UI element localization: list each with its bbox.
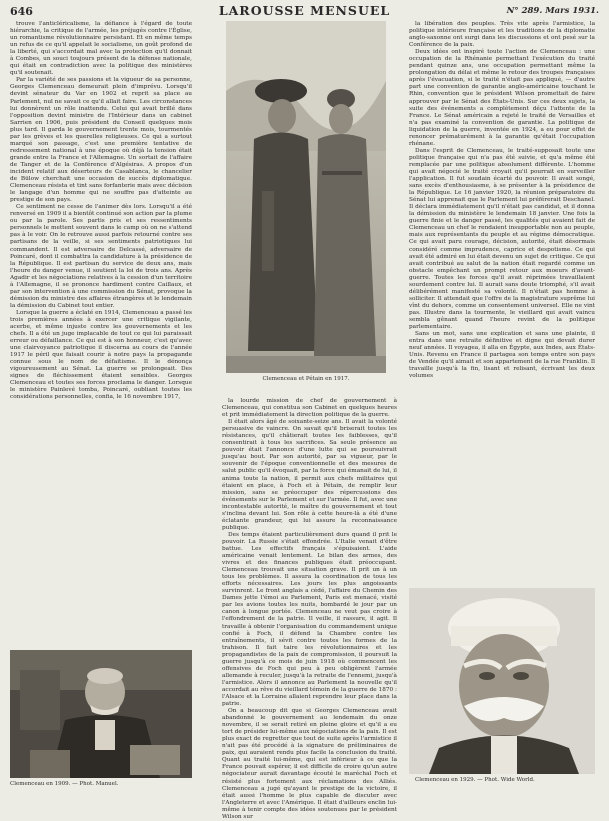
- paragraph: On a beaucoup dit que si Georges Clemenceau avait abandonné le gouvernement au lendemain du onze novembre, il se serait retiré en pleine gloire et qu'il a eu tort de présider lui-même aux négociations de la paix. Il est plus exact de regretter que tout de suite après l'armistice il n'ait pas été procédé à la signature de préliminaires de paix, qui auraient rendu plus facile la conclusion du traité. Quant au traité lui-même, qui est inférieur à ce que la France pouvait espérer, il est difficile de croire qu'un autre négociateur aurait davantage écouté le maréchal Foch et résisté plus fortement aux réclamations des Alliés. Clemenceau a jugé qu'ayant le prestige de la victoire, il était aussi l'homme le plus capable de discuter avec l'Angleterre et avec l'Amérique. Il était d'ailleurs enclin lui-même à tenir compte des idées soutenues par le président Wilson sur: [222, 708, 397, 820]
- text-column-center: [222, 398, 397, 820]
- photo-clemenceau-1909: [10, 650, 192, 778]
- paragraph: Lorsque la guerre a éclaté en 1914, Clemenceau a passé les trois premières années à exercer une critique vigilante, acerbe, et même injuste contre les gouvernements et les chefs. Il a été un juge implacable de tout ce qui lui paraissait erreur ou défaillance. Ce qui est à son honneur, c'est qu'avec une clairvoyance patriotique il discerna au cours de l'année 1917 le péril que faisait courir à notre pays la propagande connue sous le nom de défaitisme. Il le dénonça vigoureusement au Sénat. La guerre se prolongeait. Des signes de fléchissement étaient sensibles. Georges Clemenceau et toutes ses forces proclama le danger. Lorsque le ministère Painlevé tomba, Poincaré, oubliant toutes les considérations personnelles, confia, le 16 novembre 1917,: [10, 309, 192, 401]
- paragraph: Des temps étaient particulièrement durs quand il prit le pouvoir. La Russie s'était effondrée. L'Italie venait d'être battue. Les effectifs français s'épuisaient. L'aide américaine venait lentement. Le bilan des armes, des vivres et des finances publiques était préoccupant. Clemenceau trouvait une situation grave. Il prit un à un tous les problèmes. Il assura la coordination de tous les efforts nécessaires. Les jours les plus angoissants survinrent. Le front anglais a cédé, l'affaire du Chemin des Dames jette l'émoi au Parlement, Paris est menacé, visité par les avions toutes les nuits, bombardé le jour par un canon à longue portée. Clemenceau ne veut pas croire à l'effondrement de la patrie. Il veille, il rassure, il agit. Il travaille à obtenir l'organisation du commandement unique confié à Foch, il défend la Chambre contre les entraînements, il sévit contre toutes les formes de la trahison. Il fait taire les révolutionnaires et les propagandistes de la paix de compromission, il poursuit la guerre jusqu'à ce mois de juin 1918 où commencent les offensives de Foch qui peu à peu obligèrent l'armée allemande à reculer, jusqu'à la retraite de l'ennemi, jusqu'à l'armistice. Alors il annonce au Parlement la nouvelle qu'il accordait au rêve du vieillard témoin de la guerre de 1870 : l'Alsace et la Lorraine allaient reprendre leur place dans la patrie.: [222, 531, 397, 708]
- text-column-right: [409, 21, 595, 586]
- photo-illustration: [226, 21, 386, 373]
- page-title: LAROUSSE MENSUEL: [218, 3, 391, 18]
- paragraph: Par la variété de ses passions et la vigueur de sa personne, Georges Clemenceau demeurait plein d'imprévu. Lorsqu'il devint sénateur du Var en 1902 et reprit sa place au Parlement, nul ne savait ce qu'il allait faire. Les circonstances lui donnèrent un rôle inattendu. Celui qui avait brillé dans l'opposition devint ministre de l'Intérieur dans un cabinet Sarrien en 1906, puis président du Conseil quelques mois plus tard. Il garda le gouvernement trente mois, tourmentés par les grèves et les querelles religieuses. Ce qui a surtout marqué son passage, c'est une première tentative de redressement national à une époque où déjà la tension était grande entre la France et l'Allemagne. Un sortait de l'affaire de Tanger et de la Conférence d'Algésiras. A propos d'un incident relatif aux déserteurs de Casablanca, le chancelier de Bülow cherchait une occasion de succès diplomatique. Clemenceau résista et tint sans forfanterie mais avec décision le langage d'un homme qui ne souffre pas d'atteinte au prestige de son pays.: [10, 77, 192, 204]
- caption-clemenceau-1929: Clemenceau en 1929. — Phot. Wide World.: [415, 777, 535, 783]
- paragraph: Deux idées ont inspiré toute l'action de Clemenceau : une occupation de la Rhénanie permettant l'exécution du traité pendant quinze ans, une occupation permettant même la prolongation du délai et même le retour des troupes françaises après l'évacuation, si le traité n'était pas appliqué, — d'autre part une convention de garantie anglo-américaine touchant le Rhin, convention que le président Wilson promettait de faire approuver par le Sénat des États-Unis. Sur ces deux sujets, la suite des événements a complètement déçu l'attente de la France. Le Sénat américain a rejeté le traité de Versailles et n'a pas examiné la convention de garantie. La politique de liquidation de la guerre, inventée en 1924, a eu pour effet de renoncer prématurément à la garantie qu'était l'occupation rhénane.: [409, 49, 595, 147]
- text-column-left: [10, 21, 192, 647]
- paragraph: Dans l'esprit de Clemenceau, le traité-supposait toute une politique française qui n'a pas été suivie, et qu'a même été remplacée par une politique absolument différente. L'homme qui avait négocié le traité croyait qu'il pourrait en surveiller l'application. Il fut soudain écarté du pouvoir. Il avait songé, sans excès d'enthousiasme, à se présenter à la présidence de la République. Le 16 janvier 1920, la réunion préparatoire du Sénat lui apprenait que le Parlement lui préférerait Deschanel. Il déclara immédiatement qu'il n'était pas candidat, et il donna la démission du ministère le lendemain 18 janvier. Une fois la guerre finie et le danger passé, les qualités qui avaient fait de Clemenceau un chef le rendaient insupportable non au peuple, mais aux représentants du peuple et au régime démocratique. Ce qui avait paru courage, décision, autorité, était désormais considéré comme imprudence, caprice et despotisme. Ce qui avait été admiré en lui était devenu un sujet de critique. Ce qui avait contribué au salut de la nation était regardé comme un obstacle empêchant un prompt retour aux moeurs d'avant-guerre. Toutes les forces qu'il avait réprimées travaillaient sourdement contre lui. Il aurait sans doute triomphé, s'il avait délibérément manifesté sa volonté. Il n'était pas homme à solliciter. Il attendait que l'offre de la magistrature suprême lui vînt du dehors, comme un consentement universel. Elle ne vint pas. Illustre dans la tourmente, le vieillard qui avait vaincu sembla gênant quand l'heure revint de la politique parlementaire.: [409, 147, 595, 331]
- caption-clemenceau-petain: Clemenceau et Pétain en 1917.: [262, 376, 350, 382]
- paragraph: trouve l'anticléricalisme, la défiance à l'égard de toute hiérarchie, la critique de l'armée, les préjugés contre l'Église, un romantisme révolutionnaire persistant. Et en même temps un refus de ce qu'il appelait le socialisme, un goût profond de la liberté, qui s'accordait mal avec la protection qu'il donnait à Combes, un souci toujours présent de la défense nationale, qui était en contradiction avec la politique des ministères qu'il soutenait.: [10, 21, 192, 77]
- photo-clemenceau-1929: [409, 588, 595, 774]
- photo-illustration: [10, 650, 192, 778]
- paragraph: Sans un mot, sans une explication et sans une plainte, il entra dans une retraite définitive et digne qui devait durer neuf années. Il voyagea, il alla en Égypte, aux Indes, aux États-Unis. Revenu en France il partagea son temps entre son pays de Vendée qu'il aimait et son appartement de la rue Franklin. Il travaille jusqu'à la fin, lisant et relisant, écrivant les deux volumes: [409, 331, 595, 380]
- paragraph: la lourde mission de chef de gouvernement à Clemenceau, qui constitua son Cabinet en quelques heures et prit immédiatement la direction politique de la guerre.: [222, 398, 397, 419]
- caption-clemenceau-1909: Clemenceau en 1909. — Phot. Manuel.: [10, 781, 119, 787]
- paragraph: la libération des peuples. Très vite après l'armistice, la politique intérieure française et les traditions de la diplomatie anglo-saxonne ont surgi dans les discussions et ont pesé sur la Conférence de la paix.: [409, 21, 595, 49]
- issue-number: N° 289. Mars 1931.: [506, 6, 599, 16]
- photo-clemenceau-petain: [226, 21, 386, 373]
- page-number: 646: [10, 5, 33, 18]
- page-header: [0, 0, 609, 20]
- photo-illustration: [409, 588, 595, 774]
- paragraph: Ce sentiment ne cesse de l'animer dès lors. Lorsqu'il a été renversé en 1909 il a bientôt continué son action par la plume ou par la parole. Ses partis pris et ses ressentiments personnels le mettent souvent dans le camp où on ne s'attend pas à le voir. On le retrouve aussi parfois retourné contre ses partisans de la veille, si ses sentiments patriotiques lui commandent. Il est adversaire de Delcassé, adversaire de Poincaré, dont il combattra la candidature à la présidence de la République. Il est partisan du service de deux ans, mais l'heure du danger venue, il soutient la loi de trois ans. Après Agadir et les négociations relatives à la cession d'un territoire à l'Allemagne, il se prononce hardiment contre Caillaux, et par son intervention à une commission du Sénat, provoque la démission du ministre des affaires étrangères et le lendemain la démission du Cabinet tout entier.: [10, 204, 192, 309]
- paragraph: Il était alors âgé de soixante-seize ans. Il avait la volonté persuasive de vaincre. On savait qu'il briserait toutes les résistances, qu'il châtierait toutes les faiblesses, qu'il consentirait à tous les sacrifices. Sa seule présence au pouvoir était l'annonce d'une lutte qui se poursuivrait jusqu'au bout. Par son autorité, par sa vigueur, par le souvenir de l'époque conventionnelle et des mesures de salut public qu'il évoquait, par la force qui émanait de lui, il anima toute la nation, il permit aux chefs militaires qui étaient en place, à Foch et à Pétain, de remplir leur mission, sans se préoccuper des répercussions des événements sur le Parlement et sur l'armée. Il fut, avec une incontestable autorité, le maître du gouvernement et tout s'inclina devant lui. Son rôle à cette heure-là a été d'une éclatante grandeur, qui lui assure la reconnaissance publique.: [222, 419, 397, 531]
